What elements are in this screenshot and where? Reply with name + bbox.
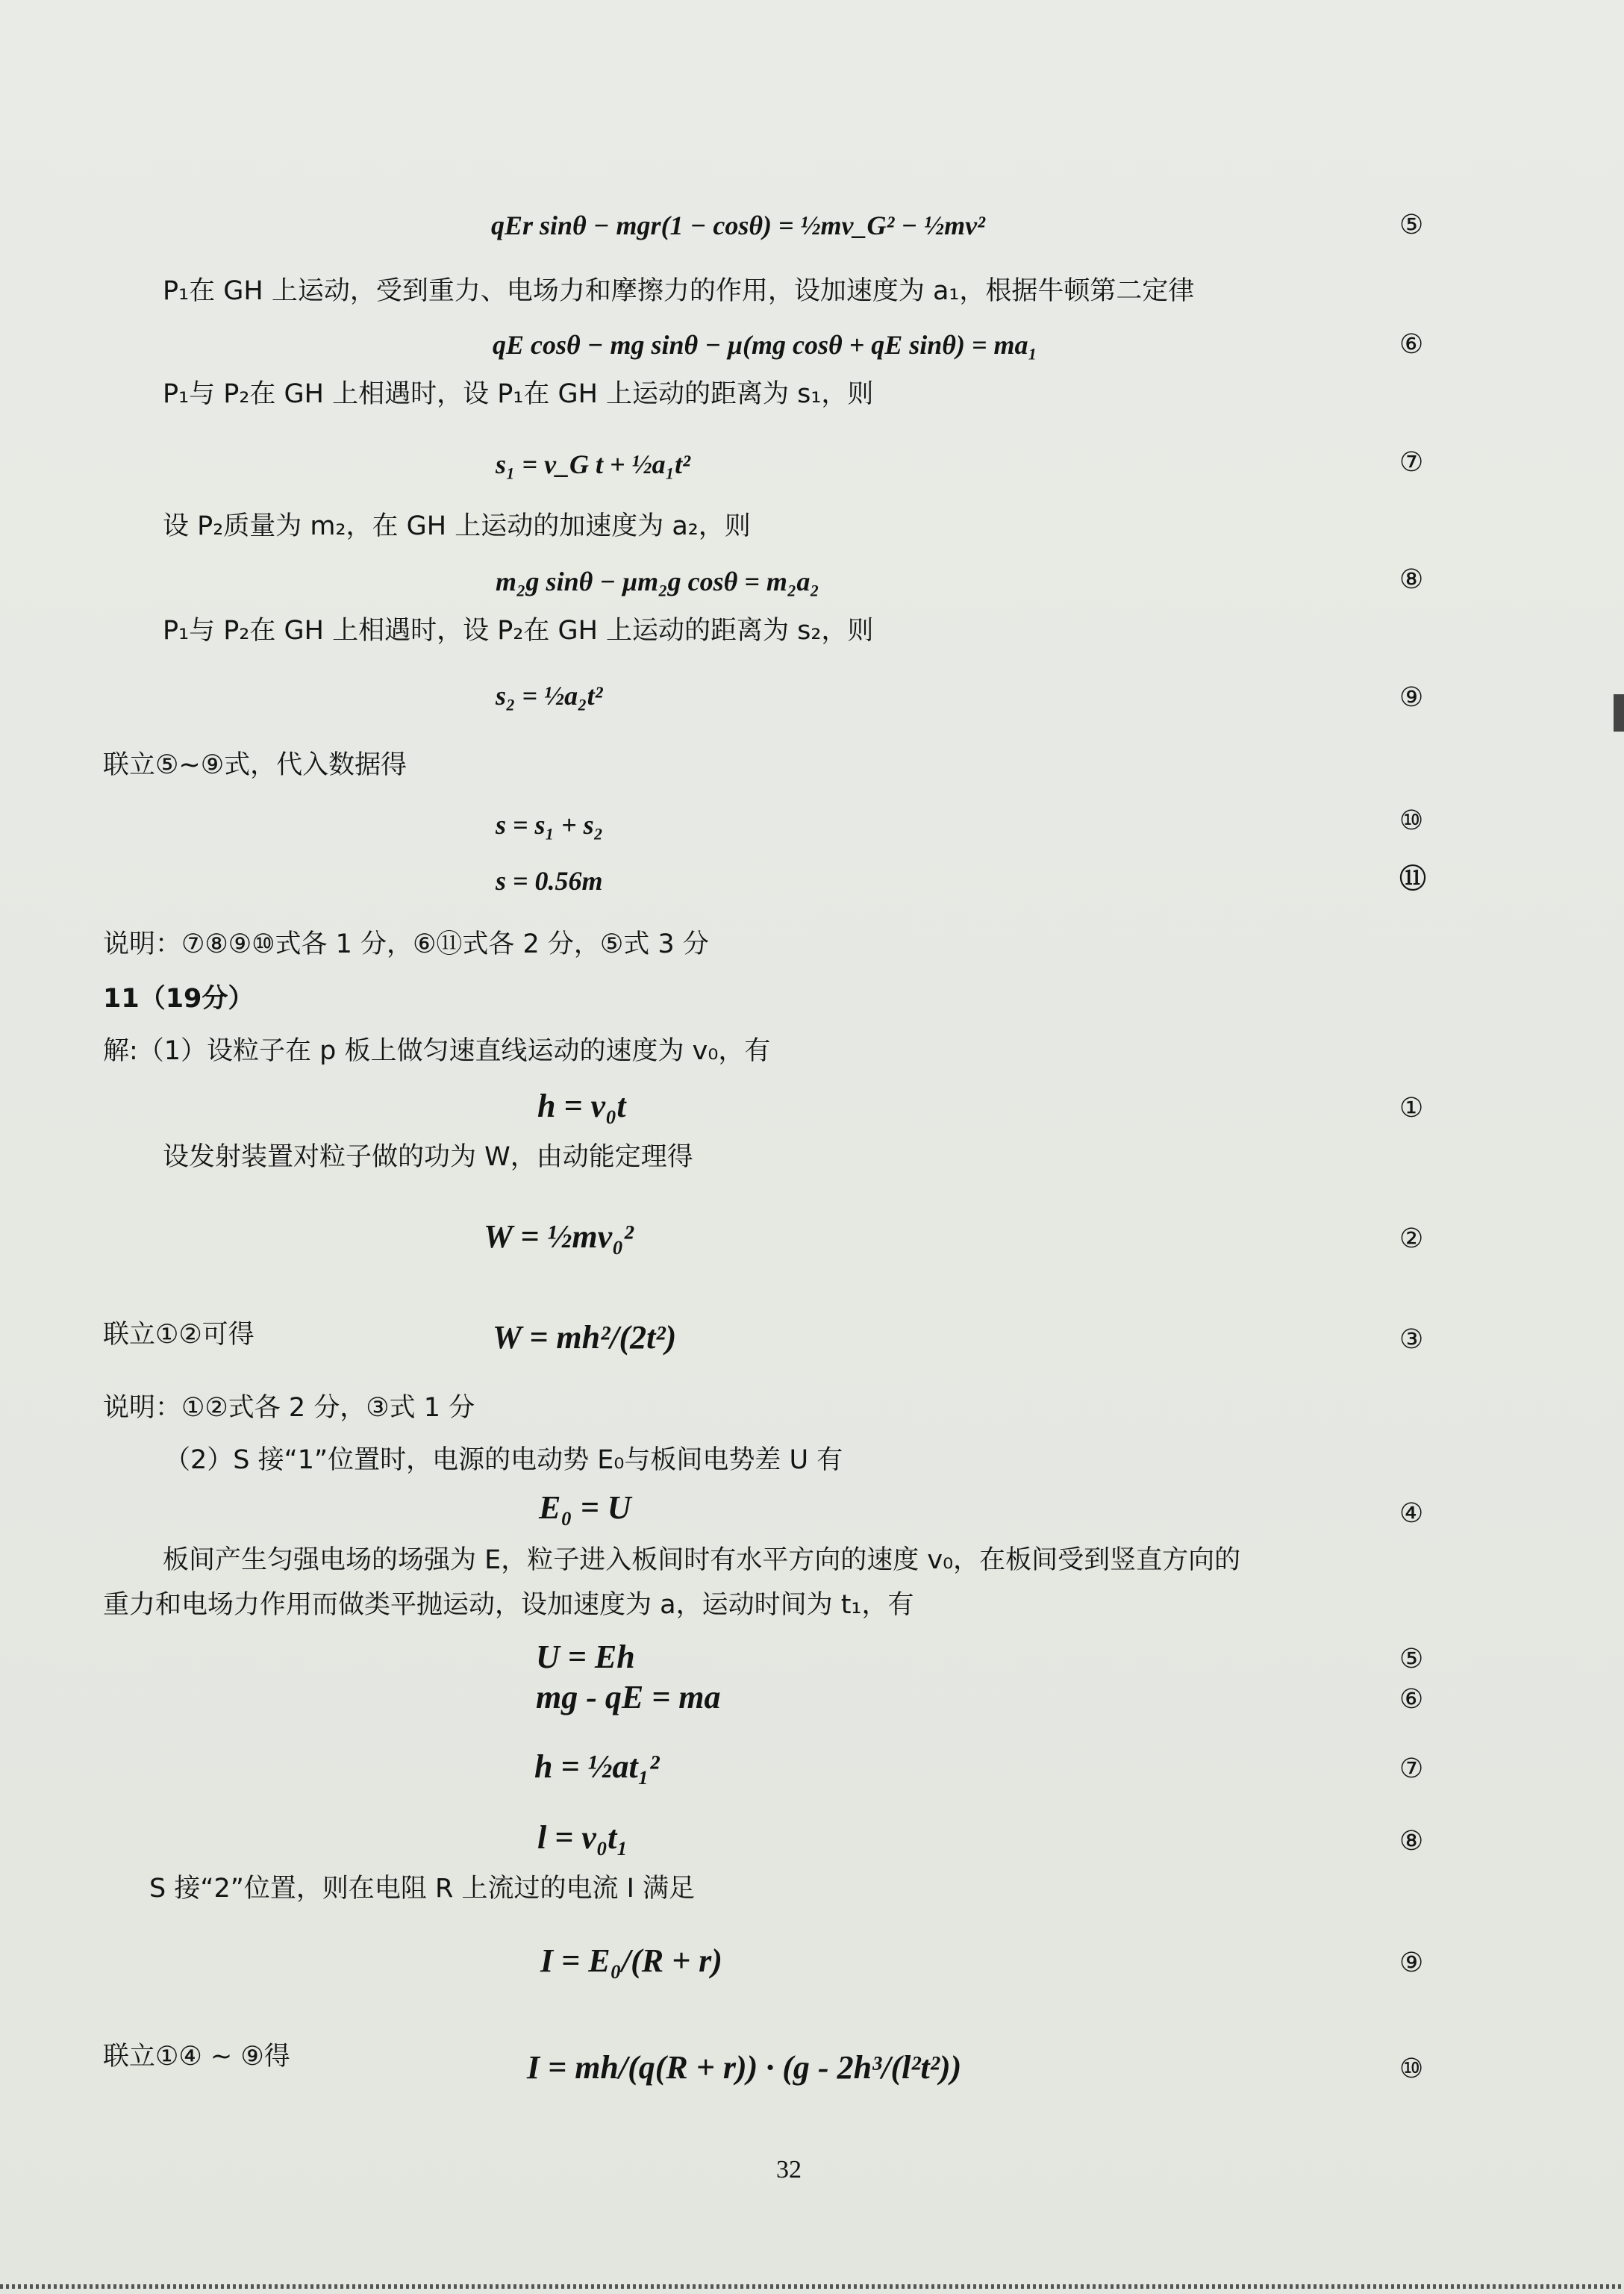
equation-5: qEr sinθ − mgr(1 − cosθ) = ½mv_G² − ½mv² <box>491 211 985 240</box>
equation-q11-7: h = ½at₁² <box>534 1748 660 1785</box>
equation-10: s = s₁ + s₂ <box>496 810 604 840</box>
text-line: 设 P₂质量为 m₂，在 GH 上运动的加速度为 a₂，则 <box>163 511 751 541</box>
equation-q11-2: W = ½mv₀² <box>484 1218 634 1255</box>
equation-q11-4: E₀ = U <box>539 1489 631 1526</box>
text-line: 解:（1）设粒子在 p 板上做匀速直线运动的速度为 v₀，有 <box>103 1036 771 1066</box>
equation-marker: ⑧ <box>1399 564 1424 595</box>
text-line: 联立⑤~⑨式，代入数据得 <box>103 750 407 780</box>
equation-marker: ⑧ <box>1399 1826 1424 1857</box>
text-line: S 接“2”位置，则在电阻 R 上流过的电流 I 满足 <box>149 1874 696 1904</box>
equation-marker: ⑥ <box>1399 1684 1424 1715</box>
scan-edge-mark <box>1614 694 1624 732</box>
equation-marker: ⑦ <box>1399 1754 1424 1784</box>
equation-marker: ② <box>1399 1224 1424 1254</box>
equation-marker: ⑪ <box>1399 864 1427 894</box>
equation-q11-10: I = mh/(q(R + r)) · (g - 2h³/(l²t²)) <box>527 2049 962 2086</box>
equation-marker: ⑤ <box>1399 210 1424 240</box>
equation-marker: ③ <box>1399 1324 1424 1355</box>
equation-marker: ⑤ <box>1399 1644 1424 1674</box>
equation-7: s₁ = v_G t + ½a₁t² <box>496 449 690 479</box>
equation-marker: ⑥ <box>1399 329 1424 360</box>
text-line: 联立①④ ~ ⑨得 <box>103 2042 290 2072</box>
perforation-line <box>0 2284 1624 2289</box>
text-line: P₁在 GH 上运动，受到重力、电场力和摩擦力的作用，设加速度为 a₁，根据牛顿第二定律 <box>163 276 1195 306</box>
text-line: 板间产生匀强电场的场强为 E，粒子进入板间时有水平方向的速度 v₀，在板间受到竖直方向的 <box>163 1545 1241 1575</box>
equation-q11-9: I = E₀/(R + r) <box>540 1942 722 1979</box>
equation-marker: ⑩ <box>1399 2054 1424 2084</box>
equation-q11-5: U = Eh <box>536 1639 635 1675</box>
text-line: P₁与 P₂在 GH 上相遇时，设 P₁在 GH 上运动的距离为 s₁，则 <box>163 379 874 409</box>
equation-marker: ⑦ <box>1399 447 1424 478</box>
equation-marker: ⑨ <box>1399 1948 1424 1978</box>
equation-9: s₂ = ½a₂t² <box>496 681 603 711</box>
equation-q11-6: mg - qE = ma <box>536 1679 721 1715</box>
question-heading: 11（19分） <box>103 984 254 1014</box>
page-number: 32 <box>776 2156 802 2184</box>
text-line: P₁与 P₂在 GH 上相遇时，设 P₂在 GH 上运动的距离为 s₂，则 <box>163 616 874 646</box>
equation-q11-1: h = v₀t <box>537 1088 626 1124</box>
equation-marker: ⑩ <box>1399 805 1424 836</box>
text-line: 联立①②可得 <box>103 1320 254 1350</box>
explanation-note: 说明：①②式各 2 分，③式 1 分 <box>103 1393 475 1423</box>
equation-6: qE cosθ − mg sinθ − μ(mg cosθ + qE sinθ) = ma₁ <box>493 330 1038 360</box>
equation-marker: ① <box>1399 1093 1424 1123</box>
equation-q11-8: l = v₀t₁ <box>537 1819 628 1856</box>
text-line: （2）S 接“1”位置时，电源的电动势 E₀与板间电势差 U 有 <box>164 1445 843 1475</box>
text-line: 重力和电场力作用而做类平抛运动，设加速度为 a，运动时间为 t₁，有 <box>103 1590 914 1620</box>
equation-8: m₂g sinθ − μm₂g cosθ = m₂a₂ <box>496 567 819 596</box>
equation-11: s = 0.56m <box>496 866 603 896</box>
equation-q11-3: W = mh²/(2t²) <box>493 1319 677 1356</box>
equation-marker: ④ <box>1399 1498 1424 1529</box>
equation-marker: ⑨ <box>1399 682 1424 713</box>
explanation-note: 说明：⑦⑧⑨⑩式各 1 分，⑥⑪式各 2 分，⑤式 3 分 <box>103 929 709 959</box>
text-line: 设发射装置对粒子做的功为 W，由动能定理得 <box>163 1142 693 1172</box>
